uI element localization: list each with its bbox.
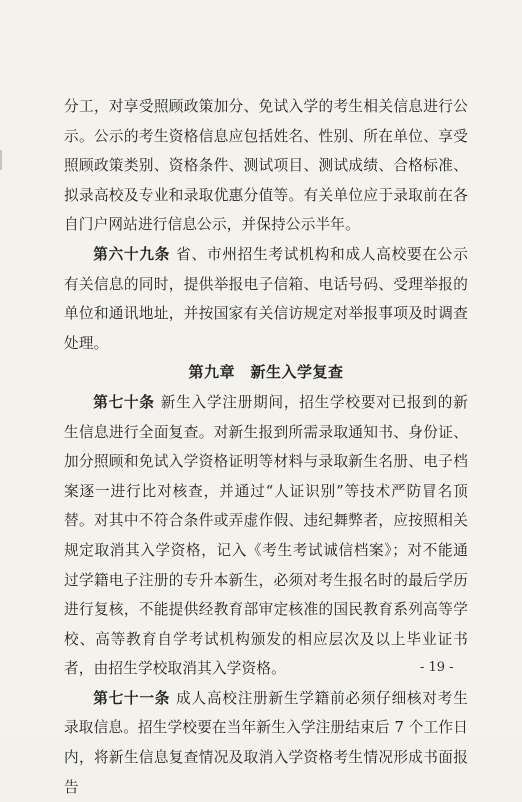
scan-edge-mark — [0, 150, 2, 170]
article-number: 第七十一条 — [93, 689, 171, 707]
article-70 — [64, 388, 468, 684]
article-number: 第六十九条 — [93, 245, 171, 263]
paragraph-continued — [64, 92, 468, 240]
paragraph-text: 分工，对享受照顾政策加分、免试入学的考生相关信息进行公示。公示的考生资格信息应包括姓名、性别、所在单位、享受照顾政策类别、资格条件、测试项目、测试成绩、合格标准、拟录高校及专业和录取优惠分值等。有关单位应于录取前在各自门户网站进行信息公示，并保持公示半年。 — [64, 98, 468, 234]
document-body — [64, 92, 468, 802]
article-71 — [64, 684, 468, 802]
article-number: 第七十条 — [93, 393, 155, 411]
article-text: 新生入学注册期间，招生学校要对已报到的新生信息进行全面复查。对新生报到所需录取通知书、身份证、加分照顾和免试入学资格证明等材料与录取新生名册、电子档案逐一进行比对核查，并通过“人证识别”等技术严防冒名顶替。对其中不符合条件或弄虚作假、违纪舞弊者，应按照相关规定取消其入学资格，记入《考生考试诚信档案》；对不能通过学籍电子注册的专升本新生，必须对考生报名时的最后学历进行复核，不能提供经教育部审定核准的国民教育系列高等学校、高等教育自学考试机构颁发的相应层次及以上毕业证书者，由招生学校取消其入学资格。 — [64, 393, 468, 678]
article-text: 省、市州招生考试机构和成人高校要在公示有关信息的同时，提供举报电子信箱、电话号码、受理举报的单位和通讯地址，并按国家有关信访规定对举报事项及时调查处理。 — [64, 245, 468, 352]
article-69 — [64, 240, 468, 358]
chapter-title: 第九章 新生入学复查 — [188, 363, 344, 382]
article-text: 成人高校注册新生学籍前必须仔细核对考生录取信息。招生学校要在当年新生入学注册结束后 7 个工作日内，将新生信息复查情况及取消入学资格考生情况形成书面报告 — [64, 689, 468, 796]
page-number: - 19 - — [420, 660, 454, 675]
